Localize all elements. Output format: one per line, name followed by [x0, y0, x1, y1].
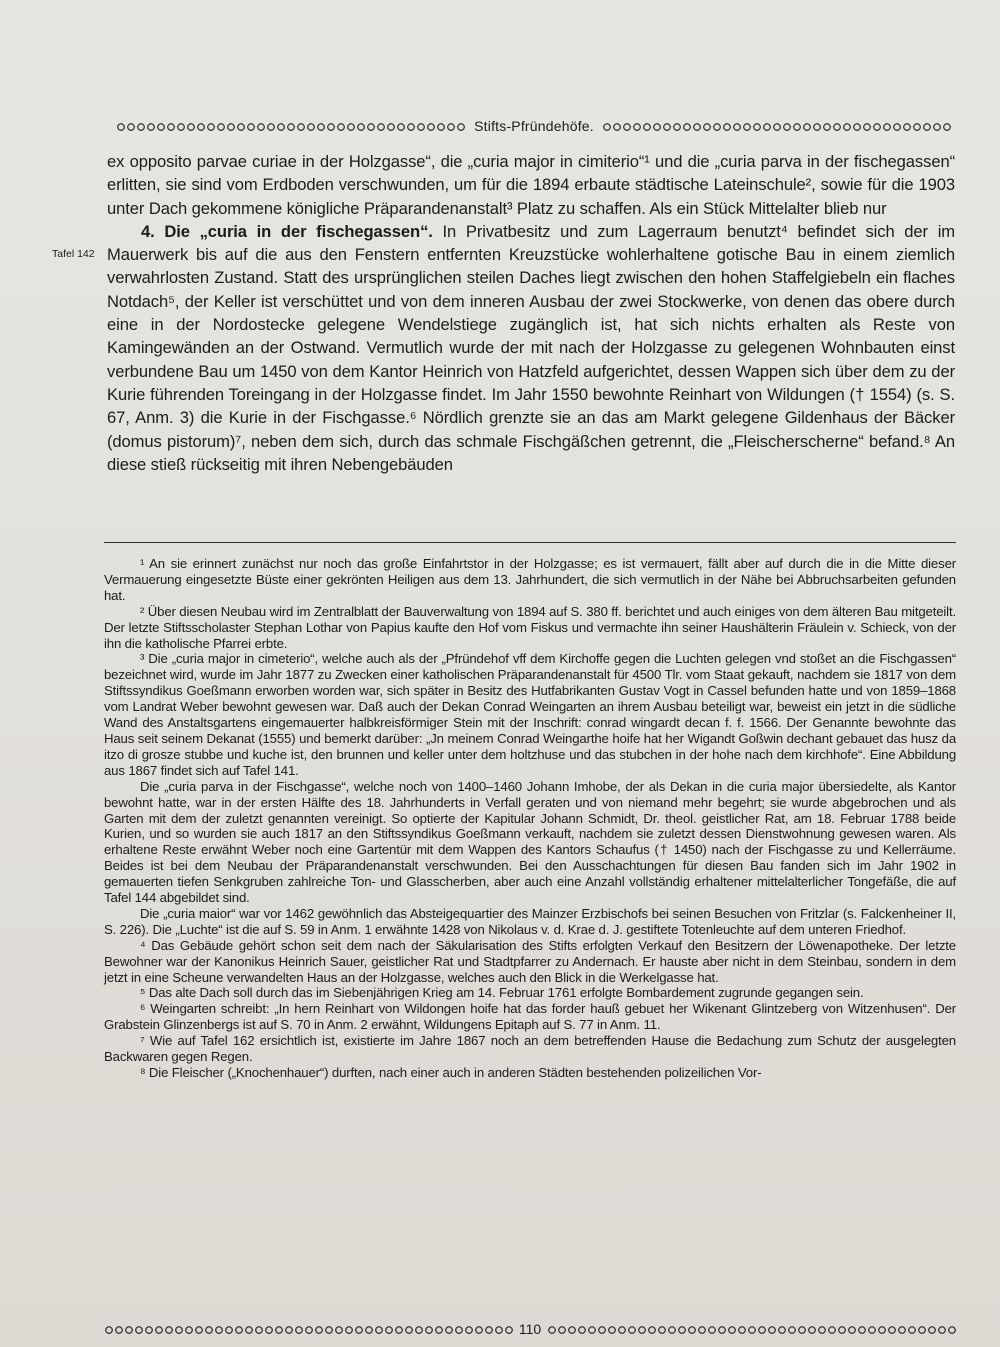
page-number: 110: [518, 1321, 542, 1337]
footer-ornament-left: [104, 1324, 513, 1335]
footnote-5: ⁵ Das alte Dach soll durch das im Siebenjährigen Krieg am 14. Februar 1761 erfolgte Bombardement zugrunde gegangen sein.: [140, 985, 864, 1001]
footnote-8: ⁸ Die Fleischer („Knochenhauer“) durften, nach einer auch in anderen Städten bestehenden polizeilichen Vor-: [140, 1065, 762, 1080]
paragraph-2: [107, 220, 955, 476]
footnote-6: ⁶ Weingarten schreibt: „In hern Reinhart von Wildongen hoife hat das forder hauß gebuet her Wikenant Glintzeberg von Witzenhusen“. Der Grabstein Glinzenbergs ist auf S. 70 in Anm. 2 erwähnt, Wildungens Epitaph auf S. 77 in Anm. 11.: [104, 1001, 956, 1033]
footnote-divider: [104, 542, 956, 543]
running-header: [116, 114, 952, 138]
footnote-3-continued-2: Die „curia maior“ war vor 1462 gewöhnlich das Absteigequartier des Mainzer Erzbischofs bei seinen Besuchen von Fritzlar (s. Falckenheiner II, S. 226). Die „Luchte“ ist die auf S. 59 in Anm. 1 erwähnte 1428 von Nikolaus v. d. Krae d. J. gestiftete Totenleuchte auf dem unteren Friedhof.: [104, 905, 956, 937]
footnotes: [104, 556, 956, 1081]
header-title: Stifts-Pfründehöfe.: [474, 118, 594, 134]
footnote-3-continued: Die „curia parva in der Fischgasse“, welche noch von 1400–1460 Johann Imhobe, der als Dekan in die curia major übersiedelte, als Kantor bewohnt hatte, war in der ersten Hälfte des 18. Jahrhunderts in Verfall geraten und von niemand mehr begehrt; sie wurde abgebrochen und als Garten mit dem der zuletzt genannten vereinigt. So optierte der Kapitular Johann Schmidt, Dr. theol. geistlicher Rat, am 18. Februar 1788 beide Kurien, und so wurden sie auch 1817 an den Stiftssyndikus Goeßmann verkauft, nachdem sie zuletzt dessen Dienstwohnung gewesen waren. Als erhaltene Reste erwähnt Weber noch eine Gartentür mit dem Wappen des Kantors Schaufus († 1450) nach der Fischgasse zu und Kellerräume. Beides ist bei dem Neubau der Präparandenanstalt verschwunden. Bei den Ausschachtungen für diesen Bau fanden sich im Jahr 1902 in gemauerten tiefen Senkgruben zahlreiche Ton- und Glasscherben, aber auch eine Anzahl vollständig erhaltener mittelalterlicher Tongefäße, die auf Tafel 144 abgebildet sind.: [104, 778, 956, 906]
footnote-3: ³ Die „curia major in cimeterio“, welche auch als der „Pfründehof vff dem Kirchoffe gegen die Luchten gelegen vnd stoßet an die Fischgassen“ bezeichnet wird, wurde im Jahr 1877 zu Zwecken einer katholischen Präparandenanstalt für 4500 Tlr. vom Staat gekauft, nachdem sie 1817 von dem Stiftssyndikus Goeßmann erworben worden war, sich später in Besitz des Hutfabrikanten Gustav Vogt in Cassel befunden hatte und von 1859–1868 vom Landrat Weber bewohnt gewesen war. Daß auch der Dekan Conrad Weingarten an ihrem Ausbau beteiligt war, beweist ein jetzt in die südliche Wand des Anstaltsgartens eingemauerter halbkreisförmiger Stein mit der Inschrift: conrad wingardt decan f. f. 1566. Der Genannte bewohnte das Haus seit seinem Dekanat (1555) und bemerkt darüber: „Jn meinem Conrad Weingarthe hoife hat her Wigandt Goßwin dechant gebauet das husz da itzo di grosze stubbe und kuche ist, den brunnen und keller unter dem holtzhuse und das stubchen in der hohe nach dem kirchhofe“. Eine Abbildung aus 1867 findet sich auf Tafel 141.: [104, 651, 956, 778]
header-ornament-left: [116, 121, 466, 132]
paragraph-2-text: In Privatbesitz und zum Lagerraum benutzt⁴ befindet sich der im Mauerwerk bis auf die aus den Fenstern entfernten Kreuzstücke wohlerhaltene gotische Bau in einem ziemlich verwahrlosten Zustand. Statt des ursprünglichen steilen Daches liegt zwischen den hohen Staffelgiebeln ein flaches Notdach⁵, der Keller ist verschüttet und von dem inneren Ausbau der zwei Stockwerke, von denen das obere durch eine in der Nordostecke gelegene Wendelstiege zugänglich ist, hat sich nichts erhalten als Reste von Kamingewänden an der Ostwand. Vermutlich wurde der mit nach der Holzgasse zu gelegenen Wohnbauten einst verbundene Bau um 1450 von dem Kantor Heinrich von Hatzfeld aufgerichtet, dessen Wappen sich über dem zu der Kurie führenden Toreingang in der Holzgasse findet. Im Jahr 1550 bewohnte Reinhart von Wildungen († 1554) (s. S. 67, Anm. 3) die Kurie in der Fischgasse.⁶ Nördlich grenzte sie an das am Markt gelegene Gildenhaus der Bäcker (domus pistorum)⁷, neben dem sich, durch das schmale Fischgäßchen getrennt, die „Fleischerscherne“ befand.⁸ An diese stieß rückseitig mit ihren Nebengebäuden: [107, 221, 955, 474]
margin-note-plate-ref: Tafel 142: [52, 248, 95, 260]
paragraph-1: ex opposito parvae curiae in der Holzgasse“, die „curia major in cimiterio“¹ und die „curia parva in der fischegassen“ erlitten, sie sind vom Erdboden verschwunden, um für die 1894 erbaute städtische Lateinschule², sowie für die 1903 unter Dach gekommene königliche Präparandenanstalt³ Platz zu schaffen. Als ein Stück Mittelalter blieb nur: [107, 152, 955, 218]
header-ornament-right: [602, 121, 952, 132]
footer-ornament-right: [547, 1324, 956, 1335]
running-footer: [104, 1318, 956, 1340]
footnote-7: ⁷ Wie auf Tafel 162 ersichtlich ist, existierte im Jahre 1867 noch an dem betreffenden Hause die Bedachung zum Schutz der ausgelegten Backwaren gegen Regen.: [104, 1033, 956, 1065]
section-heading: 4. Die „curia in der fischegassen“.: [141, 221, 433, 241]
footnote-4: ⁴ Das Gebäude gehört schon seit dem nach der Säkularisation des Stifts erfolgten Verkauf den Besitzern der Löwenapotheke. Der letzte Bewohner war der Kanonikus Heinrich Sauer, geistlicher Rat und Stadtpfarrer zu Andernach. Er hauste aber nicht in dem Steinbau, sondern in dem jetzt in eine Scheune verwandelten Haus an der Holzgasse, welches auch den Blick in die Werkelgasse hat.: [104, 937, 956, 985]
footnote-1: ¹ An sie erinnert zunächst nur noch das große Einfahrtstor in der Holzgasse; es ist vermauert, fällt aber auf durch die in die Mitte dieser Vermauerung eingesetzte Büste einer gekrönten Heiligen aus dem 13. Jahrhundert, die sich vermutlich in der Nähe bei Abbruchsarbeiten gefunden hat.: [104, 556, 956, 603]
footnote-2: ² Über diesen Neubau wird im Zentralblatt der Bauverwaltung von 1894 auf S. 380 ff. berichtet und auch einiges von dem älteren Bau mitgeteilt. Der letzte Stiftsscholaster Stephan Lothar von Papius kaufte den Hof vom Fiskus und vermachte ihn seiner Haushälterin Fräulein v. Schieck, von der ihn die katholische Pfarrei erbte.: [104, 603, 956, 651]
main-text: [107, 150, 955, 476]
